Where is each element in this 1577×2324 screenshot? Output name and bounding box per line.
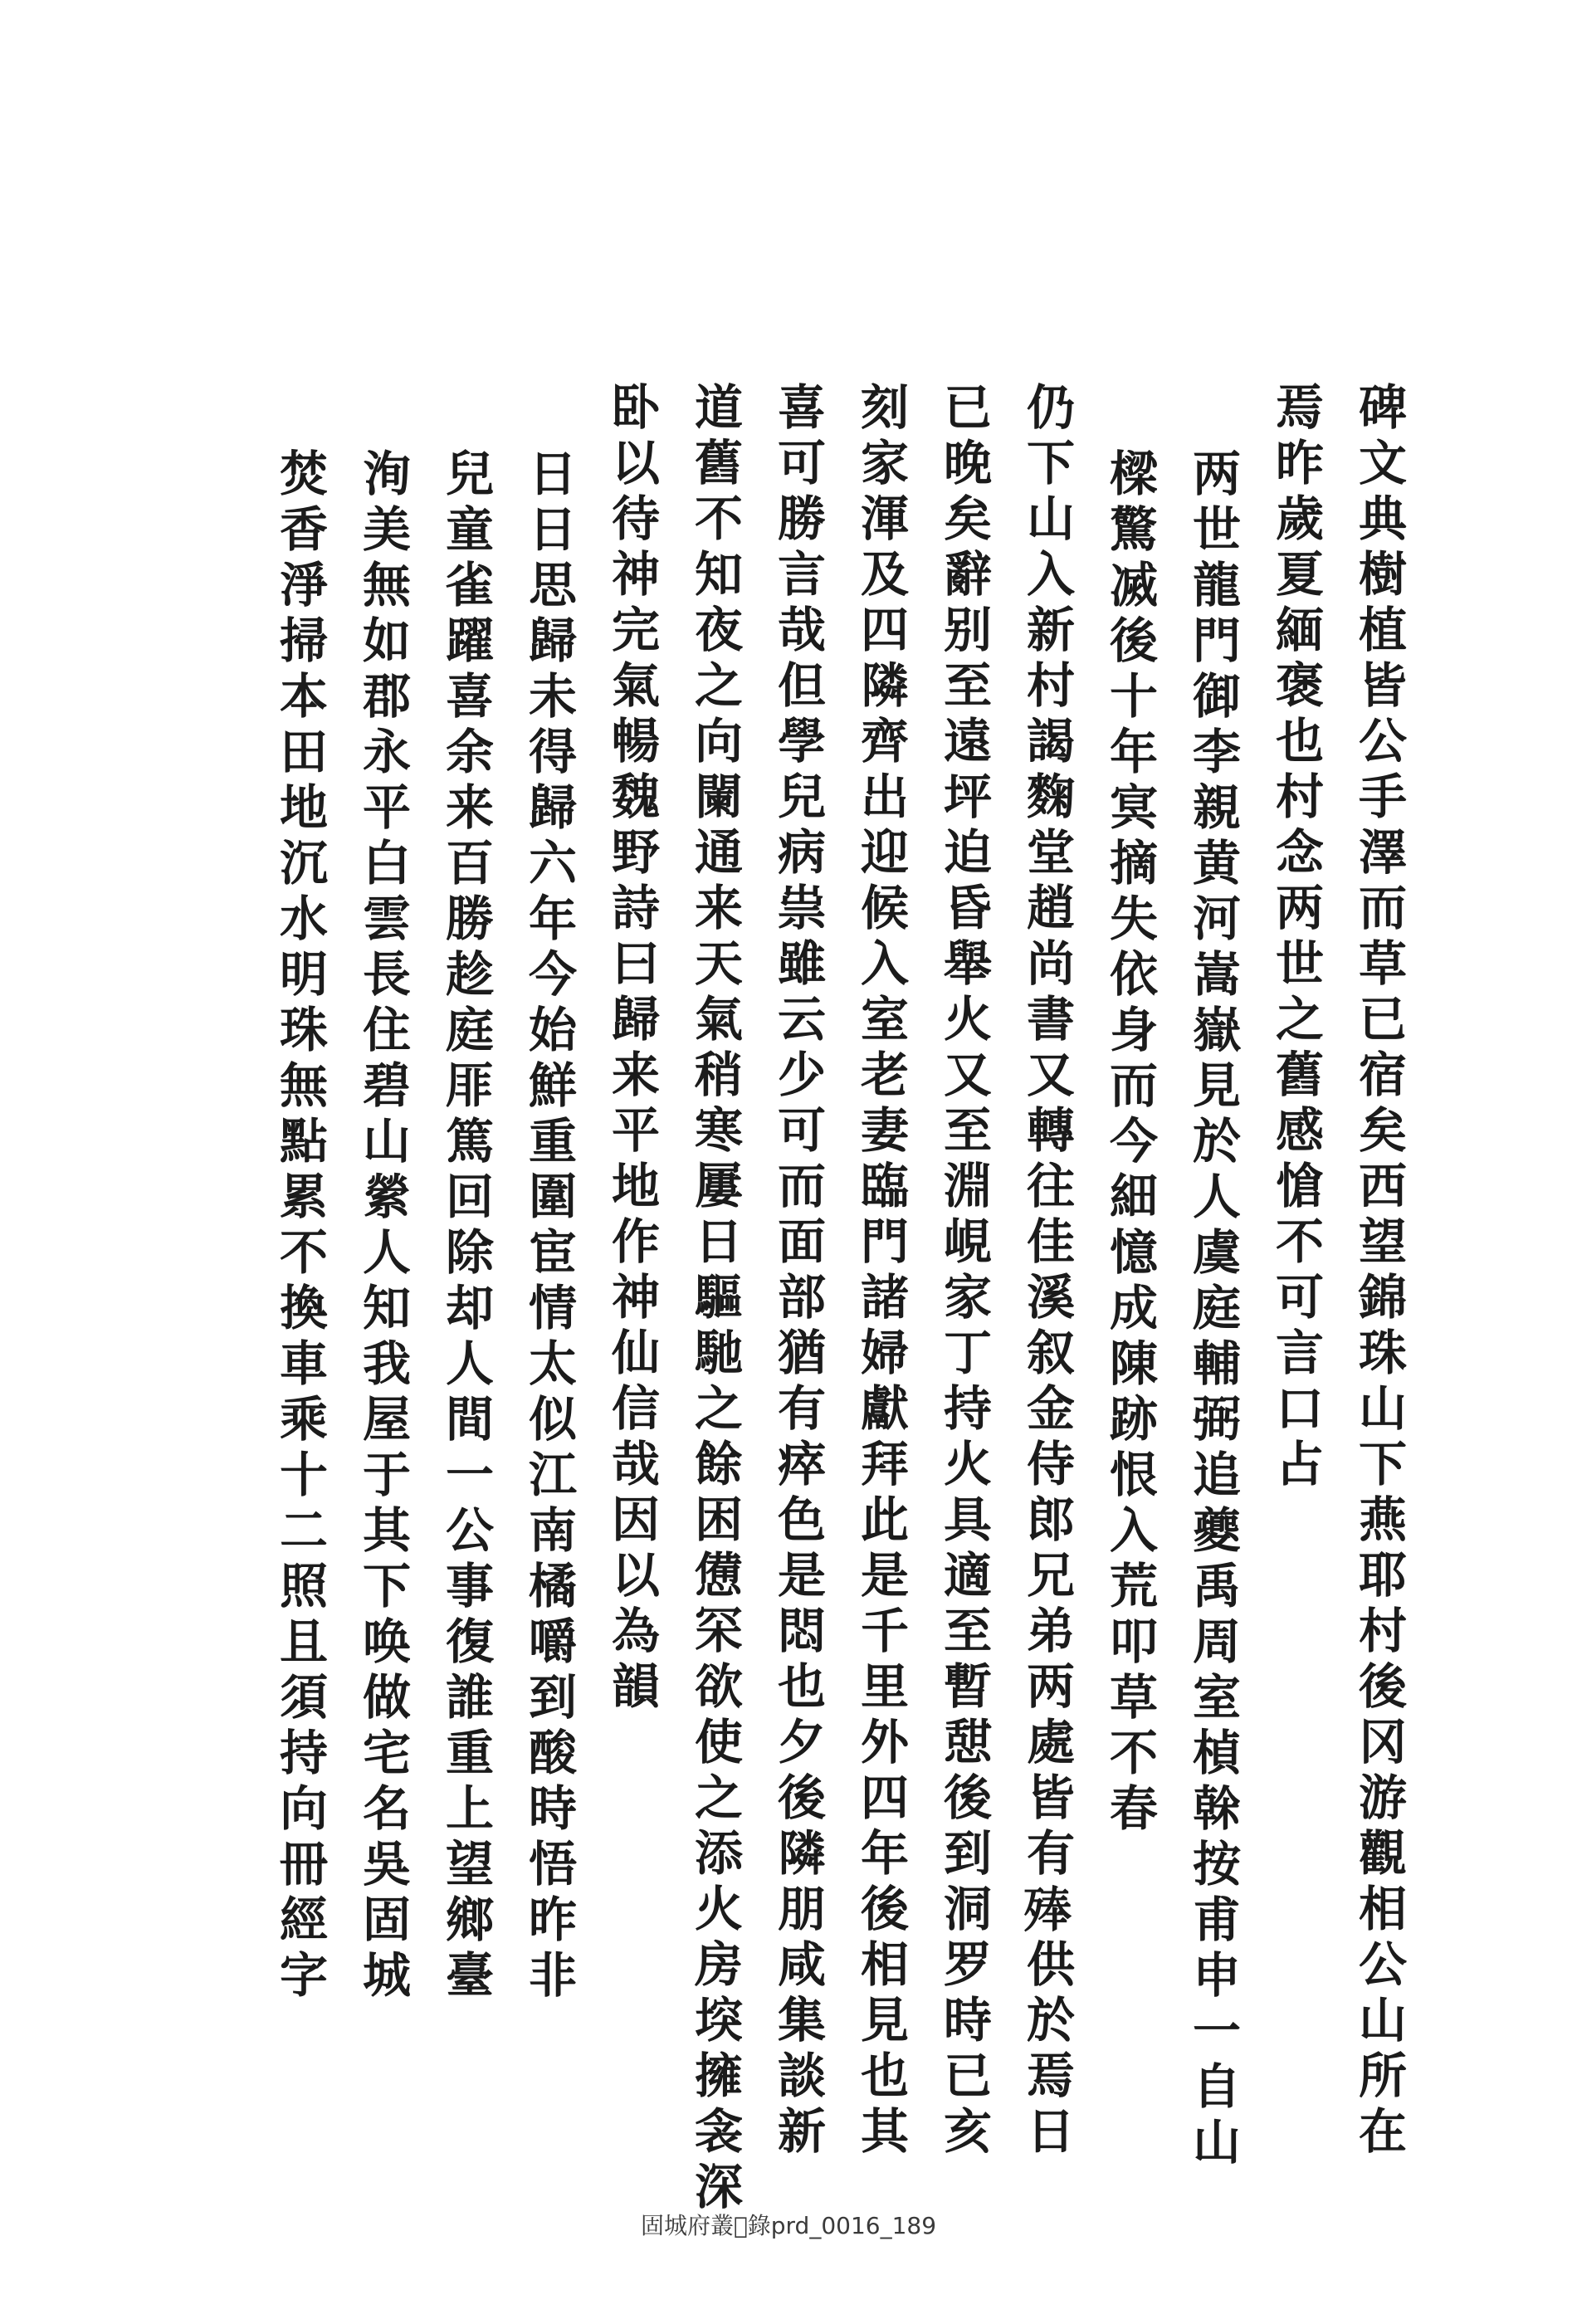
text-column-4: 樑驚㓕後十年㝠摘失依身而今細憶成陳跡恨入荒叩草不春	[1101, 448, 1158, 1838]
text-column-13: 洵美無如郡永平白雲長住碧山縈人知我屋于其下唤做宅名吳固城	[354, 448, 411, 2005]
text-column-7: 刻家渾及四隣齊出迎候入室老妻臨門諸婦獻拜此是千里外四年後相見也其	[852, 382, 909, 2161]
text-column-11: 日日思歸未得歸六年今始鮮重圍宦情太似江南橘嚼到酸時悟昨非	[520, 448, 577, 2005]
text-column-3: 两世龍門御李親黄河嵩嶽見於人虞庭輔弼追夔禹周室楨榦按甫申一自山	[1184, 448, 1241, 2172]
page-footer-label: 固城府叢𡸇錄prd_0016_189	[640, 2212, 937, 2239]
text-column-12: 兒童雀躍喜余来百勝趁庭厞篤回除却人間一公事復誰重上望鄉臺	[437, 448, 494, 2005]
text-column-10: 卧以待神完氣暢魏野詩曰歸来平地作神仙信哉因以為韻	[603, 382, 660, 1716]
classical-chinese-text-block	[208, 382, 1407, 2217]
text-column-8: 喜可勝言哉但學兒病祟雖云少可而面部猶有瘁色是悶也夕後隣朋咸集談新	[769, 382, 826, 2161]
text-column-14: 焚香淨掃本田地沉水明珠無點累不換車乘十二照且須持向冊經字	[271, 448, 328, 2005]
text-column-9: 道舊不知夜之向闌通来天氣稍寒屢日驅馳之餘困憊罙欲使之添火房堗擁衾深	[686, 382, 743, 2217]
text-column-5: 仍下山入新村謁麴堂趙尚書又轉往佳溪叙金侍郎兄弟两處皆有𣨞供於焉日	[1018, 382, 1075, 2161]
text-column-6: 已晚矣辭别至遠坪迫昏舉火又至淵峴家丁持火具適至暫憇後到洞罗時已亥	[935, 382, 992, 2161]
text-column-1: 碑文典樹植皆公手澤而草已宿矣西望錦珠山下燕耶村後冈游觀相公山所在	[1350, 382, 1407, 2161]
text-column-2: 焉昨歲夏緬褒也村念两世之舊感愴不可言口占	[1267, 382, 1324, 1494]
